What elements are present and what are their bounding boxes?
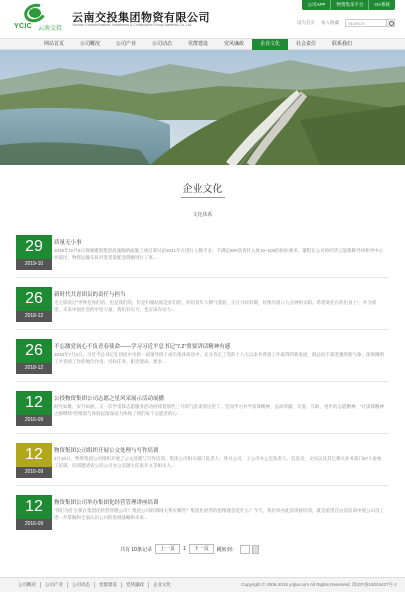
article-summary: 2018年7月2日，习近平总书记在同团中央新一届领导班子成员集体谈话中，充分肯定了党的十八大以来共青团工作取得的新发展，既总结千部坚强的新气象；深刻阐明了共青团工作的地位作用、目标任务、职责使命、要求... (54, 352, 384, 364)
site-header (0, 0, 405, 38)
nav-company-industry[interactable]: 公司产业 (115, 41, 136, 47)
nav-integrity[interactable]: 党风廉政 (223, 41, 244, 47)
list-item[interactable] (16, 334, 389, 374)
prev-page-button[interactable]: 上一页 (155, 544, 180, 554)
list-item[interactable] (16, 438, 389, 478)
company-name-en: Yunnan Communications Investment & Construction Group Materials Co.,Ltd. (72, 23, 193, 27)
item-divider (16, 381, 389, 382)
article-summary: 3月10日，物资集团公司组织开展了公文处理与写作培训。集团公司相关部门负责人、各分公司、子公司办公室负责人、信息员、文员以及其它相关业务部门87人参加了培训。培训邀请省公投公司办公室副主任张开文等相关人... (54, 456, 382, 468)
item-divider (16, 277, 389, 278)
page-jump-go-button[interactable] (252, 545, 259, 554)
utility-row (297, 19, 395, 27)
date-badge (16, 339, 52, 374)
date-badge (16, 235, 52, 270)
main-nav (0, 38, 405, 50)
logo-text-cn: 云南交投 (38, 26, 63, 32)
nav-company-overview[interactable]: 公司概况 (79, 41, 100, 47)
oa-system-link[interactable]: OA系统 (368, 0, 395, 10)
article-title[interactable]: 物资集团公司组织开展公文处理与写作培训 (54, 448, 159, 454)
page-jump-input[interactable] (240, 545, 250, 554)
search-input[interactable]: SEARCH (345, 19, 387, 27)
article-title[interactable]: 公投物资集团公司志愿之星风采展示活动展播 (54, 396, 165, 402)
nav-social-responsibility[interactable]: 社会责任 (295, 41, 316, 47)
date-badge (16, 391, 52, 426)
date-year-month: 2019-10 (16, 259, 52, 270)
list-item[interactable] (16, 282, 389, 322)
add-favorite-link[interactable]: 加入收藏 (321, 20, 339, 25)
list-item[interactable] (16, 230, 389, 270)
section-divider (181, 197, 225, 198)
section-subtitle[interactable]: 文化体系 (192, 212, 213, 218)
logo-text-en: YCIC (14, 23, 32, 30)
item-divider (16, 433, 389, 434)
section-title: 企业文化 (182, 184, 223, 195)
item-divider (16, 485, 389, 486)
next-page-button[interactable]: 下一页 (189, 544, 214, 554)
nav-company-news[interactable]: 公司动态 (151, 41, 172, 47)
set-homepage-link[interactable]: 设为首页 (297, 20, 315, 25)
date-year-month: 2016-09 (16, 467, 52, 478)
company-app-link[interactable]: 公司APP (307, 2, 326, 7)
date-day: 29 (16, 235, 52, 259)
nav-home[interactable]: 网站首页 (43, 41, 64, 47)
date-year-month: 2016-09 (16, 519, 52, 530)
article-title[interactable]: 新时代共青团员的责任与担当 (54, 292, 126, 298)
record-count: 共有 10条记录 (120, 546, 152, 553)
footer-links (14, 582, 175, 588)
footer-link-industry[interactable]: 公司产业 (40, 582, 67, 588)
date-year-month: 2018-12 (16, 363, 52, 374)
article-summary: 2019年10月8日滇缅建筑集团高速路路面施工项目部讨论2021年在进行人数不多，不满足90#沥青针入度10~100的指标要求，董程在公司协同华云道保障导体和导中心并提出，物资运输车队对发货发配送资额进行了查... (54, 248, 384, 260)
list-item[interactable] (16, 490, 389, 530)
date-badge (16, 287, 52, 322)
date-year-month: 2016-09 (16, 415, 52, 426)
date-badge (16, 495, 52, 530)
highway-landscape-image (0, 50, 405, 165)
article-title[interactable]: 不忘激党初心不负青春使命——学习习近平总书记“7.2”重要讲话精神有感 (54, 344, 231, 350)
date-day: 12 (16, 495, 52, 519)
nav-contact[interactable]: 联系我们 (331, 41, 352, 47)
item-divider (16, 329, 389, 330)
footer-link-overview[interactable]: 公司概况 (18, 582, 36, 587)
pagination (120, 544, 259, 554)
date-badge (16, 443, 52, 478)
banner-image (0, 50, 405, 165)
date-day: 26 (16, 339, 52, 363)
copyright-text: Copyright © 2006-2018 ynjtw.com All Rights Reserved. 滇ICP备15004427号-1 (241, 582, 397, 587)
footer-link-news[interactable]: 公司动态 (67, 582, 94, 588)
company-name: 云南交投集团物资有限公司 (72, 12, 210, 24)
date-day: 26 (16, 287, 52, 311)
search-icon[interactable] (387, 19, 395, 27)
article-title[interactable]: 质量无小事 (54, 240, 82, 246)
article-summary: 时光如歌，岁月如流，又一次学雷锋志愿服务活动持续着那些三月的气息来到这里了。坚而学习并学雷锋精神，弘扬奉献、友爱、互助、进步的志愿精神，“让雷锋精神之路继续”的集情与体验起深深动力体现了我们每个志愿者的心... (54, 404, 384, 416)
date-day: 12 (16, 443, 52, 467)
footer-link-integrity[interactable]: 党风廉政 (121, 582, 148, 588)
article-summary: 毛主席说过“世界是你们的，也是我们的，但是归根结底是你们的。你们青年人朝气蓬勃，正在兴旺时期，好像早晨八九点钟的太阳。希望寄托在你们身上”，作为希望，未来中国社会的中坚力量，我们有压力，也应该有动力... (54, 300, 377, 312)
article-summary: “我们为什么要在集团化经营管理公司？集团公司的领域关系有哪些？集团化经营的思维理念是什么？今天，我们举办此次讲座培训，就是希望在这次培训中使公司员工进一步掌握和全面认识公司的发展战略和未来... (54, 508, 384, 520)
list-item[interactable] (16, 386, 389, 426)
date-year-month: 2018-12 (16, 311, 52, 322)
jump-label: 跳转到： (216, 546, 237, 553)
article-title[interactable]: 物资集团公司举办集团化经营管理讲座培训 (54, 500, 159, 506)
footer-link-party[interactable]: 党群建设 (94, 582, 121, 588)
top-quick-links (302, 0, 395, 10)
nav-corporate-culture[interactable]: 企业文化 (252, 39, 288, 50)
date-day: 12 (16, 391, 52, 415)
site-footer (0, 577, 405, 592)
nav-party-building[interactable]: 党群建设 (187, 41, 208, 47)
procurement-platform-link[interactable]: 物资集采平台 (330, 0, 368, 10)
current-page: 1 (182, 546, 186, 552)
footer-link-culture[interactable]: 企业文化 (148, 582, 175, 588)
